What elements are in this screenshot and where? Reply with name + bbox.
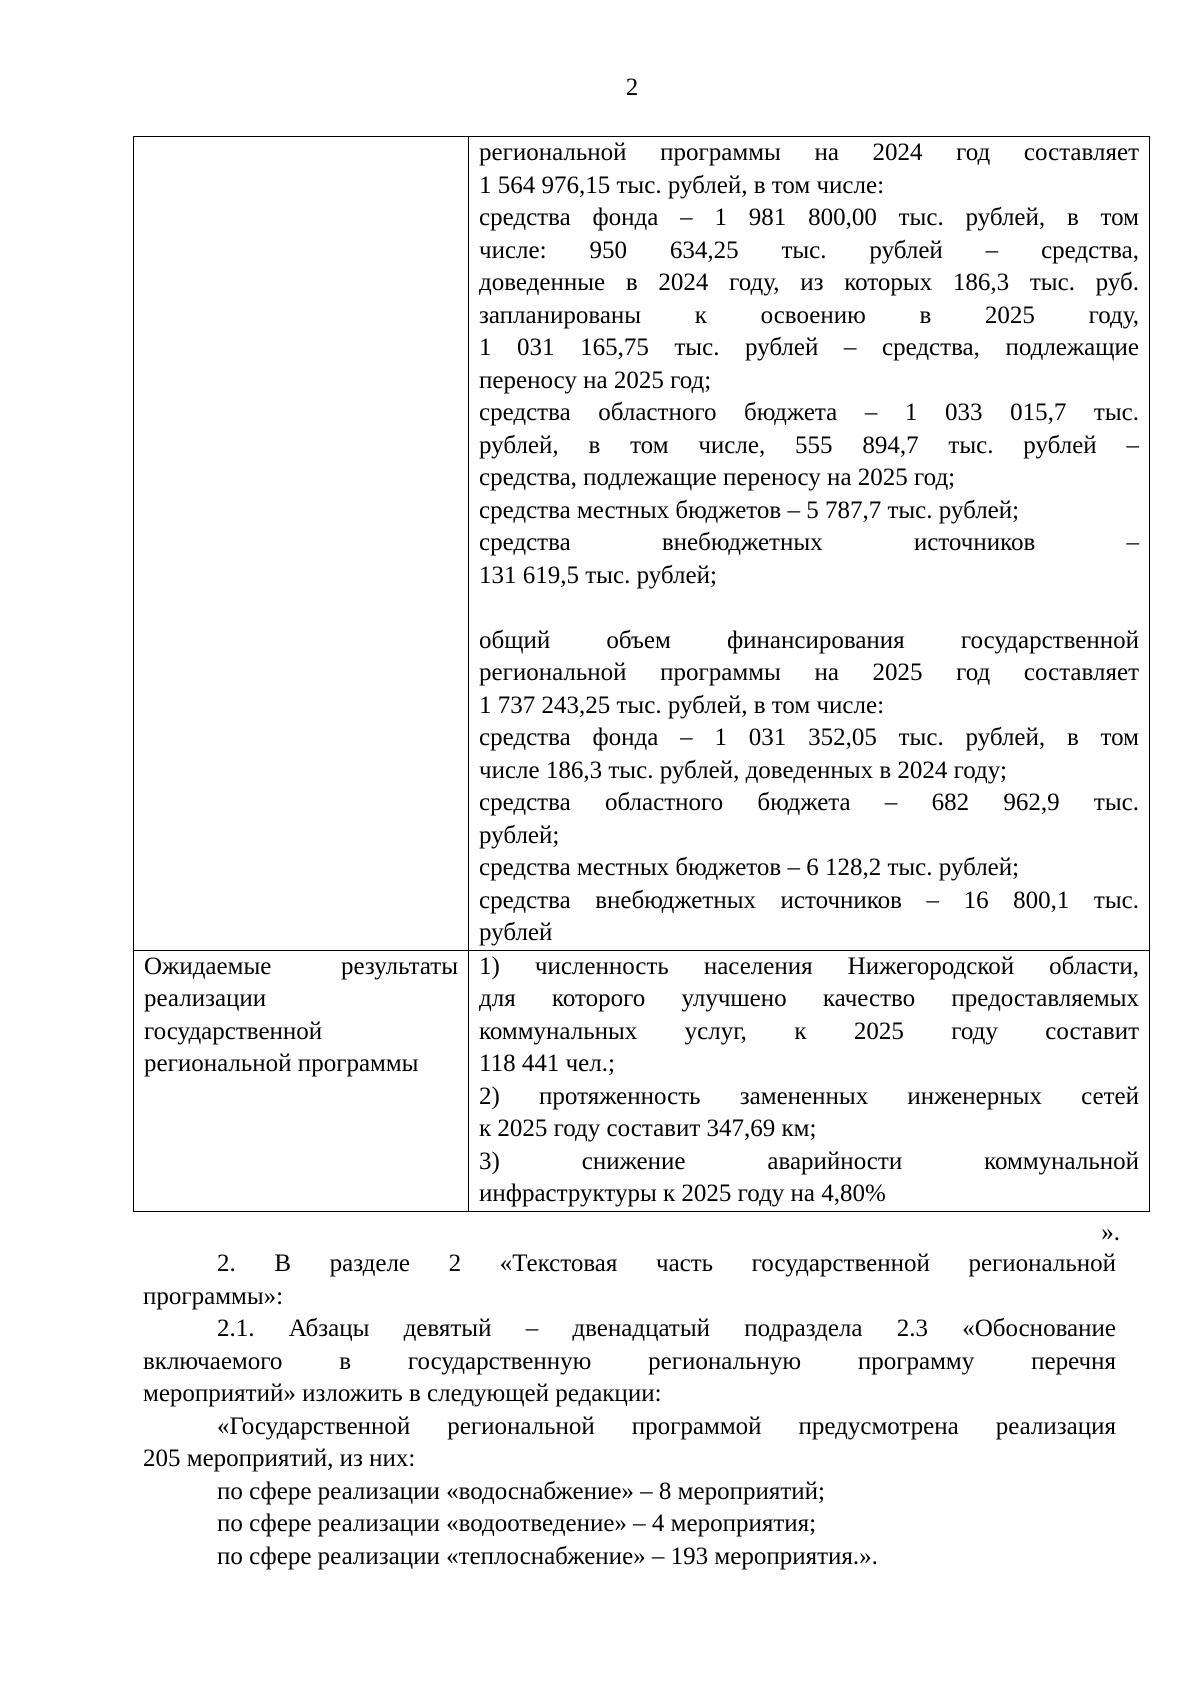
text-line: государственной — [144, 1017, 323, 1045]
program-passport-table — [133, 136, 1150, 1212]
amendment-text — [143, 1248, 1116, 1573]
text-line: к 2025 году составит 347,69 км; — [479, 1115, 817, 1142]
text-line: средства внебюджетных источников – 16 800,1 тыс. — [479, 886, 1139, 914]
text-line: 1) численность населения Нижегородской области, — [479, 952, 1139, 980]
paragraph — [143, 1508, 1116, 1541]
text-line: по сфере реализации «теплоснабжение» – 193 мероприятия.». — [217, 1542, 878, 1570]
text-line: для которого улучшено качество предоставляемых — [479, 985, 1139, 1012]
paragraph — [143, 1476, 1116, 1509]
text-line: коммунальных услуг, к 2025 году составит — [479, 1017, 1139, 1045]
text-line: инфраструктуры к 2025 году на 4,80% — [479, 1180, 886, 1207]
text-line: 2) протяженность замененных инженерных сетей — [479, 1082, 1139, 1110]
text-line: 2. В разделе 2 «Текстовая часть государственной региональной — [217, 1250, 1116, 1277]
text-line: 118 441 чел.; — [479, 1050, 615, 1077]
text-line: переносу на 2025 год; — [479, 366, 712, 394]
table-row — [134, 950, 1150, 1211]
text-line: 1 564 976,15 тыс. рублей, в том числе: — [479, 171, 885, 199]
text-line: по сфере реализации «водоотведение» – 4 мероприятия; — [217, 1510, 817, 1537]
text-line: средства областного бюджета – 682 962,9 тыс. — [479, 789, 1139, 816]
table-cell-label — [134, 950, 469, 1211]
text-line: средства фонда – 1 031 352,05 тыс. рублей, в том — [479, 724, 1139, 751]
page-number: 2 — [625, 74, 639, 101]
text-line: средства фонда – 1 981 800,00 тыс. рублей, в том — [479, 204, 1139, 231]
text-line: доведенные в 2024 году, из которых 186,3 тыс. руб. — [479, 269, 1139, 296]
table-cell-expected-results — [469, 950, 1150, 1211]
table-cell-label — [134, 137, 469, 951]
paragraph — [143, 1313, 1116, 1411]
text-line: средства местных бюджетов – 5 787,7 тыс. рублей; — [479, 496, 1020, 524]
paragraph — [143, 1411, 1116, 1476]
text-line: 205 мероприятий, из них: — [143, 1445, 416, 1472]
text-line: рублей, в том числе, 555 894,7 тыс. рублей – — [479, 431, 1139, 459]
text-line: числе 186,3 тыс. рублей, доведенных в 2024 году; — [479, 756, 1007, 784]
text-line: рублей; — [479, 821, 560, 849]
text-line: числе: 950 634,25 тыс. рублей – средства, — [479, 236, 1139, 264]
text-line: реализации — [144, 985, 267, 1012]
text-line: 1 737 243,25 тыс. рублей, в том числе: — [479, 691, 885, 719]
text-line: средства внебюджетных источников – — [479, 529, 1139, 556]
table-cell-financing — [469, 137, 1150, 951]
closing-quote: ». — [1101, 1219, 1120, 1246]
text-line: Ожидаемые результаты — [144, 952, 458, 980]
text-line: региональной программы на 2025 год составляет — [479, 659, 1139, 686]
blank-line — [479, 592, 1139, 625]
text-line: региональной программы на 2024 год составляет — [479, 139, 1139, 166]
text-line: программы»: — [143, 1282, 284, 1310]
text-line: «Государственной региональной программой предусмотрена реализация — [217, 1412, 1116, 1440]
paragraph — [143, 1248, 1116, 1313]
text-line: запланированы к освоению в 2025 году, — [479, 301, 1139, 329]
paragraph — [143, 1541, 1116, 1574]
text-line: 2.1. Абзацы девятый – двенадцатый подраздела 2.3 «Обоснование — [217, 1315, 1116, 1342]
text-line: средства, подлежащие переносу на 2025 год; — [479, 464, 956, 491]
text-line: средства местных бюджетов – 6 128,2 тыс. рублей; — [479, 854, 1020, 881]
text-line: 1 031 165,75 тыс. рублей – средства, подлежащие — [479, 334, 1139, 361]
text-line: региональной программы — [144, 1050, 419, 1077]
text-line: средства областного бюджета – 1 033 015,7 тыс. — [479, 399, 1139, 426]
text-line: рублей — [479, 919, 553, 946]
text-line: 3) снижение аварийности коммунальной — [479, 1147, 1139, 1175]
text-line: включаемого в государственную региональную программу перечня — [143, 1347, 1116, 1375]
text-line: мероприятий» изложить в следующей редакции: — [143, 1380, 662, 1407]
text-line: по сфере реализации «водоснабжение» – 8 мероприятий; — [217, 1477, 825, 1505]
table-row — [134, 137, 1150, 951]
text-line: 131 619,5 тыс. рублей; — [479, 561, 717, 589]
text-line: общий объем финансирования государственной — [479, 626, 1139, 654]
